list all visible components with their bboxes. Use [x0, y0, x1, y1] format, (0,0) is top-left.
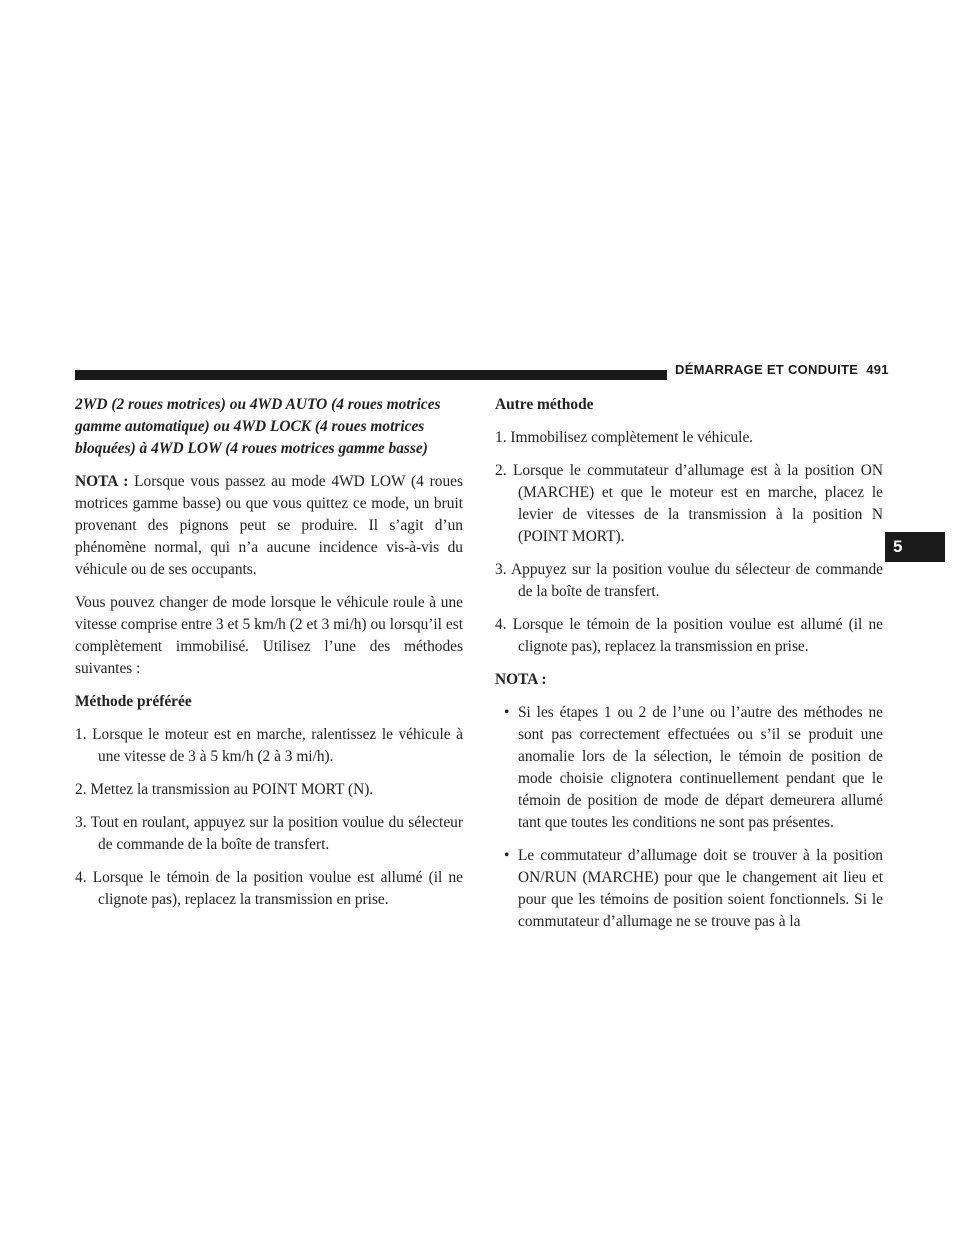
chapter-tab: 5 [885, 532, 945, 562]
bullet-text: Si les étapes 1 ou 2 de l’une ou l’autre des méthodes ne sont pas correctement effectuées ou s’il se produit une anomalie lors de la sélection, le témoin de position de mode choisie clignotera continuellement pendant que le témoin de position de mode de départ demeurera allumé tant que toutes les conditions ne sont pas présentes. [518, 704, 883, 831]
section-heading: 2WD (2 roues motrices) ou 4WD AUTO (4 roues motrices gamme automatique) ou 4WD LOCK (4 roues motrices bloquées) à 4WD LOW (4 roues motrices gamme basse) [75, 396, 441, 457]
bullet-item [495, 702, 883, 834]
bullet-icon: • [504, 847, 510, 864]
step-item: 2. Mettez la transmission au POINT MORT (N). [75, 781, 374, 798]
method-title-preferred: Méthode préférée [75, 693, 192, 710]
step-item: 3. Tout en roulant, appuyez sur la position voulue du sélecteur de commande de la boîte de transfert. [75, 814, 463, 853]
step-item: 2. Lorsque le commutateur d’allumage est à la position ON (MARCHE) et que le moteur est en marche, placez le levier de vitesses de la transmission à la position N (POINT MORT). [495, 462, 883, 545]
step-item: 4. Lorsque le témoin de la position voulue est allumé (il ne clignote pas), replacez la transmission en prise. [75, 869, 463, 908]
note-label: NOTA : [75, 473, 129, 490]
step-item: 1. Immobilisez complètement le véhicule. [495, 429, 754, 446]
section-title: DÉMARRAGE ET CONDUITE [675, 362, 859, 377]
running-header [675, 362, 889, 377]
note-text: Lorsque vous passez au mode 4WD LOW (4 roues motrices gamme basse) ou que vous quittez ce mode, un bruit provenant des pignons peut se produire. Il s’agit d’un phénomène normal, qui n’a aucune incidence vis-à-vis du véhicule ou de ses occupants. [75, 473, 463, 578]
note-paragraph [75, 471, 463, 581]
left-column [75, 394, 463, 922]
step-item: 1. Lorsque le moteur est en marche, ralentissez le véhicule à une vitesse de 3 à 5 km/h (2 à 3 mi/h). [75, 726, 463, 765]
step-item: 4. Lorsque le témoin de la position voulue est allumé (il ne clignote pas), replacez la transmission en prise. [495, 616, 883, 655]
right-column [495, 394, 883, 944]
bullet-item [495, 845, 883, 933]
step-item: 3. Appuyez sur la position voulue du sélecteur de commande de la boîte de transfert. [495, 561, 883, 600]
header-rule [75, 370, 667, 380]
method-title-alternate: Autre méthode [495, 396, 594, 413]
page-number: 491 [866, 362, 889, 377]
note-label: NOTA : [495, 671, 547, 688]
bullet-icon: • [504, 704, 510, 721]
intro-paragraph: Vous pouvez changer de mode lorsque le véhicule roule à une vitesse comprise entre 3 et 5 km/h (2 et 3 mi/h) ou lorsqu’il est complètement immobilisé. Utilisez l’une des méthodes suivantes : [75, 594, 463, 677]
bullet-text: Le commutateur d’allumage doit se trouver à la position ON/RUN (MARCHE) pour que le changement ait lieu et pour que les témoins de position soient fonctionnels. Si le commutateur d’allumage ne se trouve pas à la [518, 847, 883, 930]
